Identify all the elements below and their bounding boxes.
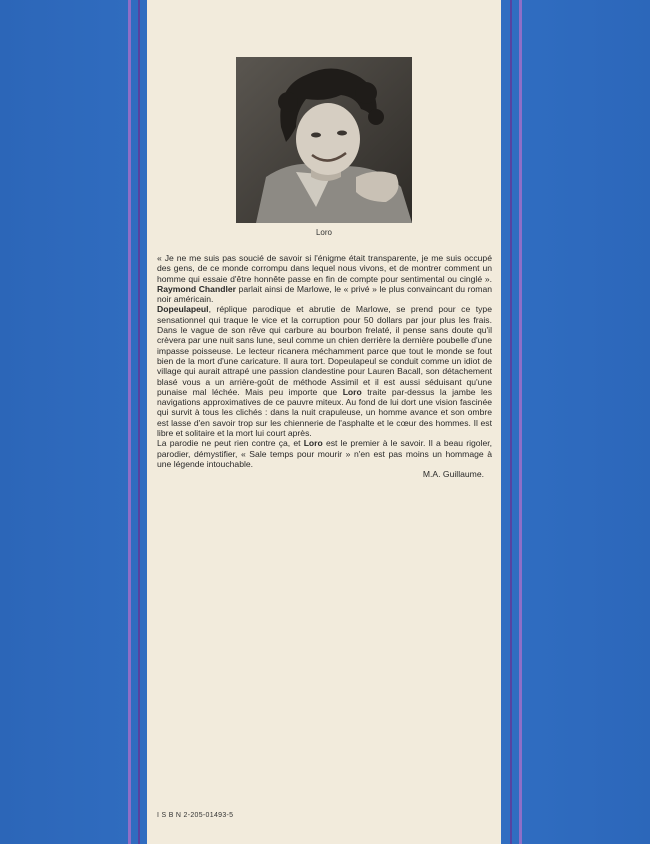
right-stripe-outer — [519, 0, 522, 844]
p3-text-a: La parodie ne peut rien contre ça, et — [157, 438, 304, 449]
left-stripe-outer — [128, 0, 131, 844]
signature: M.A. Guillaume. — [422, 469, 484, 480]
author-name-chandler: Raymond Chandler — [157, 283, 236, 294]
author-name-loro: Loro — [342, 386, 362, 397]
p2-text-d: traite par-dessus la jambe les navigations approximatives de ce pauvre miteux. Au fond de lui dort une vision fascinée qui survit à tous les clichés : dans la nuit crapuleuse, un homme avance et son ombre est lasse d'en savoir trop sur les chiennerie de l'asphalte et le cœur des hommes. Il est libre et solitaire et la mort lui court après. — [157, 386, 493, 439]
p3-text-c: est le premier à le savoir. Il a beau rigoler, parodier, démystifier, « Sale temps pour mourir » n'en est pas moins un hommage à une légende intouchable. — [157, 438, 493, 469]
paragraph-3 — [157, 438, 492, 469]
character-name: Dopeulapeul — [157, 304, 209, 315]
photo-caption: Loro — [315, 228, 332, 237]
p1-text-c: parlait ainsi de Marlowe, le « privé » le plus convaincant du roman noir américain. — [157, 283, 492, 305]
author-name-loro-2: Loro — [303, 438, 323, 449]
author-portrait-image — [236, 57, 412, 223]
p2-text-b: , réplique parodique et abrutie de Marlowe, se prend pour ce type sensationnel qui traque le vice et la corruption pour 50 dollars par jour plus les frais. Dans le vague de son rêve qui carbure au bourbon frelaté, il pense sans doute qu'il crèvera par une nuit sans lune, seul comme un chien derrière la dernière poubelle d'une impasse poisseuse. Le lecteur ricanera méchamment parce que tout le monde se fout bien de la mort d'une caricature. Il aura tort. Dopeulapeul se conduit comme un idiot de village qui aurait attrapé une passion clandestine pour Lauren Bacall, son détachement blasé vous a un arrière-goût de méthode Assimil et il est aussi séduisant qu'une punaise mal léchée. Mais peu importe que — [157, 304, 492, 397]
author-photo — [236, 57, 412, 223]
right-stripe-inner — [510, 0, 512, 844]
paragraph-1 — [157, 253, 492, 304]
text-panel — [147, 0, 501, 844]
left-stripe-inner — [138, 0, 140, 844]
p1-text-a: « Je ne me suis pas soucié de savoir si l'énigme était transparente, je me suis occupé des gens, de ce monde corrompu dans lequel nous vivons, et de montrer comment un homme qui essaie d'être honnête passe en fin de compte pour sentimental ou cinglé ». — [157, 253, 492, 284]
isbn-number: I S B N 2-205-01493-5 — [157, 812, 234, 819]
paragraph-2 — [157, 304, 492, 438]
blurb-text — [157, 253, 492, 480]
